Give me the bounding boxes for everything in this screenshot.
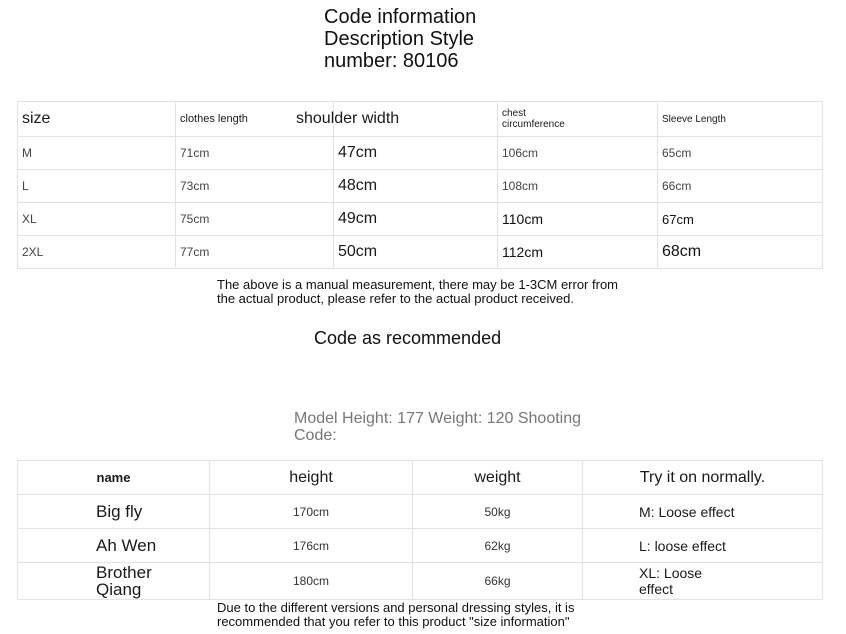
rec-row bbox=[18, 563, 823, 600]
fit-effect-cell: XL: Loose effect bbox=[583, 563, 823, 600]
model-height-cell: 180cm bbox=[210, 563, 413, 600]
size-row bbox=[18, 236, 823, 269]
sleeve-cell: 68cm bbox=[658, 236, 823, 269]
chest-cell: 110cm bbox=[498, 203, 658, 236]
model-name-cell: Brother Qiang bbox=[18, 563, 210, 600]
header-name: name bbox=[18, 461, 210, 495]
model-name-cell: Ah Wen bbox=[18, 529, 210, 563]
shoulder-cell: 49cm bbox=[334, 203, 498, 236]
model-info-line-1: Model Height: 177 Weight: 120 Shooting bbox=[294, 410, 582, 427]
size-cell: L bbox=[18, 170, 176, 203]
title-line-2: Description Style bbox=[324, 28, 475, 50]
measurement-note bbox=[217, 278, 618, 306]
model-info-line-2: Code: bbox=[294, 427, 337, 444]
length-cell: 75cm bbox=[176, 203, 334, 236]
model-info bbox=[294, 410, 581, 444]
size-row bbox=[18, 170, 823, 203]
rec-row bbox=[18, 529, 823, 563]
shoulder-cell: 48cm bbox=[334, 170, 498, 203]
header-height: height bbox=[210, 461, 413, 495]
dressing-note-line-1: Due to the different versions and personal dressing styles, it is bbox=[217, 600, 575, 615]
dressing-note-line-2: recommended that you refer to this product "size information" bbox=[217, 614, 570, 629]
header-size: size bbox=[18, 102, 176, 137]
shoulder-cell: 50cm bbox=[334, 236, 498, 269]
size-cell: M bbox=[18, 137, 176, 170]
chest-cell: 106cm bbox=[498, 137, 658, 170]
recommend-title: Code as recommended bbox=[314, 328, 502, 348]
size-cell: 2XL bbox=[18, 236, 176, 269]
rec-row bbox=[18, 495, 823, 529]
chest-cell: 108cm bbox=[498, 170, 658, 203]
header-chest-circumference: chest circumference bbox=[498, 102, 658, 137]
model-weight-cell: 50kg bbox=[413, 495, 583, 529]
length-cell: 73cm bbox=[176, 170, 334, 203]
model-weight-cell: 62kg bbox=[413, 529, 583, 563]
size-table-header-row bbox=[18, 102, 823, 137]
model-name-cell: Big fly bbox=[18, 495, 210, 529]
header-clothes-length: clothes length bbox=[176, 102, 334, 137]
fit-effect-cell: L: loose effect bbox=[583, 529, 823, 563]
fit-effect-cell: M: Loose effect bbox=[583, 495, 823, 529]
measurement-note-line-2: the actual product, please refer to the actual product received. bbox=[217, 291, 574, 306]
title-line-3: number: 80106 bbox=[324, 50, 459, 72]
measurement-note-line-1: The above is a manual measurement, there may be 1-3CM error from bbox=[217, 277, 619, 292]
rec-table-header-row bbox=[18, 461, 823, 495]
sleeve-cell: 66cm bbox=[658, 170, 823, 203]
length-cell: 77cm bbox=[176, 236, 334, 269]
header-shoulder-width: shoulder width bbox=[296, 102, 460, 137]
title-line-1: Code information bbox=[324, 6, 477, 28]
shoulder-cell: 47cm bbox=[334, 137, 498, 170]
length-cell: 71cm bbox=[176, 137, 334, 170]
recommendation-table bbox=[17, 460, 823, 600]
size-row bbox=[18, 203, 823, 236]
header-weight: weight bbox=[413, 461, 583, 495]
header-sleeve-length: Sleeve Length bbox=[658, 102, 823, 137]
model-weight-cell: 66kg bbox=[413, 563, 583, 600]
size-row bbox=[18, 137, 823, 170]
sleeve-cell: 65cm bbox=[658, 137, 823, 170]
size-chart-table bbox=[17, 101, 823, 269]
model-height-cell: 170cm bbox=[210, 495, 413, 529]
model-height-cell: 176cm bbox=[210, 529, 413, 563]
chest-cell: 112cm bbox=[498, 236, 658, 269]
page-title bbox=[324, 6, 476, 72]
sleeve-cell: 67cm bbox=[658, 203, 823, 236]
dressing-note bbox=[217, 601, 574, 629]
header-try-on: Try it on normally. bbox=[583, 461, 823, 495]
size-cell: XL bbox=[18, 203, 176, 236]
